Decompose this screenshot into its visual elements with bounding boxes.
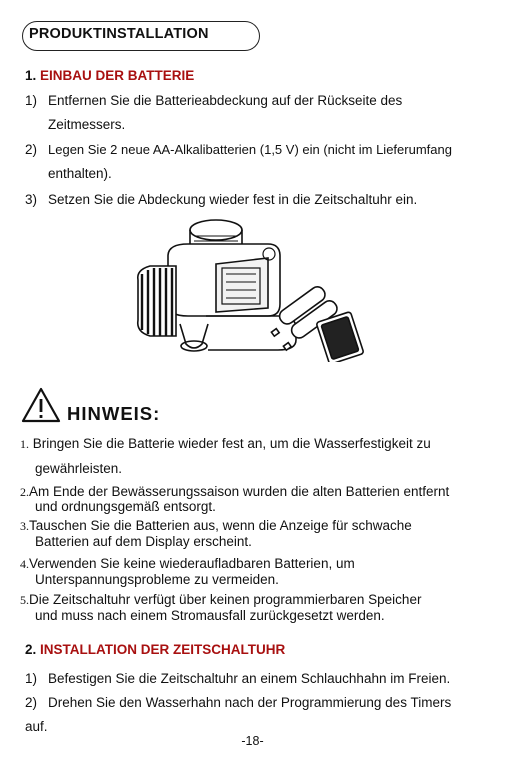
section2-title: INSTALLATION DER ZEITSCHALTUHR (40, 642, 286, 657)
step-text-cont: enthalten). (48, 166, 112, 181)
section1-heading (25, 68, 194, 83)
notice-text-cont: und muss nach einem Stromausfall zurückgesetzt werden. (35, 608, 385, 623)
step-text-cont: Zeitmessers. (48, 117, 126, 132)
step-text: Drehen Sie den Wasserhahn nach der Programmierung des Timers (48, 695, 452, 710)
step-number: 1) (25, 671, 38, 686)
notice-number: 5. (20, 593, 29, 607)
step-text-cont: auf. (25, 719, 48, 734)
notice-text-cont: gewährleisten. (35, 461, 123, 476)
step-number: 2) (25, 142, 38, 157)
step-text: Entfernen Sie die Batterieabdeckung auf der Rückseite des (48, 93, 403, 108)
notice-text: Die Zeitschaltuhr verfügt über keinen programmierbaren Speicher (29, 592, 422, 607)
step-number: 2) (25, 695, 38, 710)
notice-item-3 (20, 518, 412, 534)
notice-text: Bringen Sie die Batterie wieder fest an, um die Wasserfestigkeit zu (32, 436, 431, 451)
notice-item-2 (20, 484, 449, 500)
notice-item-4 (20, 556, 355, 572)
step-text: Legen Sie 2 neue AA-Alkalibatterien (1,5 V) ein (nicht im Lieferumfang (48, 142, 452, 157)
notice-item-1 (20, 436, 431, 452)
section1-title: EINBAU DER BATTERIE (40, 68, 195, 83)
notice-text: Am Ende der Bewässerungssaison wurden die alten Batterien entfernt (29, 484, 450, 499)
notice-number: 2. (20, 485, 29, 499)
notice-text: Tauschen Sie die Batterien aus, wenn die Anzeige für schwache (29, 518, 412, 533)
step-number: 1) (25, 93, 38, 108)
notice-text-cont: Unterspannungsprobleme zu vermeiden. (35, 572, 279, 587)
step-text: Setzen Sie die Abdeckung wieder fest in die Zeitschaltuhr ein. (48, 192, 418, 207)
notice-item-5 (20, 592, 421, 608)
step-text: Befestigen Sie die Zeitschaltuhr an einem Schlauchhahn im Freien. (48, 671, 451, 686)
notice-number: 1. (20, 437, 29, 451)
step-number: 3) (25, 192, 38, 207)
timer-battery-illustration (128, 212, 378, 362)
notice-number: 4. (20, 557, 29, 571)
page-title: PRODUKTINSTALLATION (29, 26, 209, 42)
warning-triangle-icon (21, 387, 61, 423)
section1-number: 1. (25, 68, 37, 83)
notice-text-cont: und ordnungsgemäß entsorgt. (35, 499, 216, 514)
section2-heading (25, 642, 285, 657)
notice-text-cont: Batterien auf dem Display erscheint. (35, 534, 252, 549)
section2-number: 2. (25, 642, 37, 657)
notice-text: Verwenden Sie keine wiederaufladbaren Batterien, um (29, 556, 355, 571)
page-number: -18- (241, 734, 264, 748)
notice-number: 3. (20, 519, 29, 533)
notice-title: HINWEIS: (67, 403, 161, 424)
